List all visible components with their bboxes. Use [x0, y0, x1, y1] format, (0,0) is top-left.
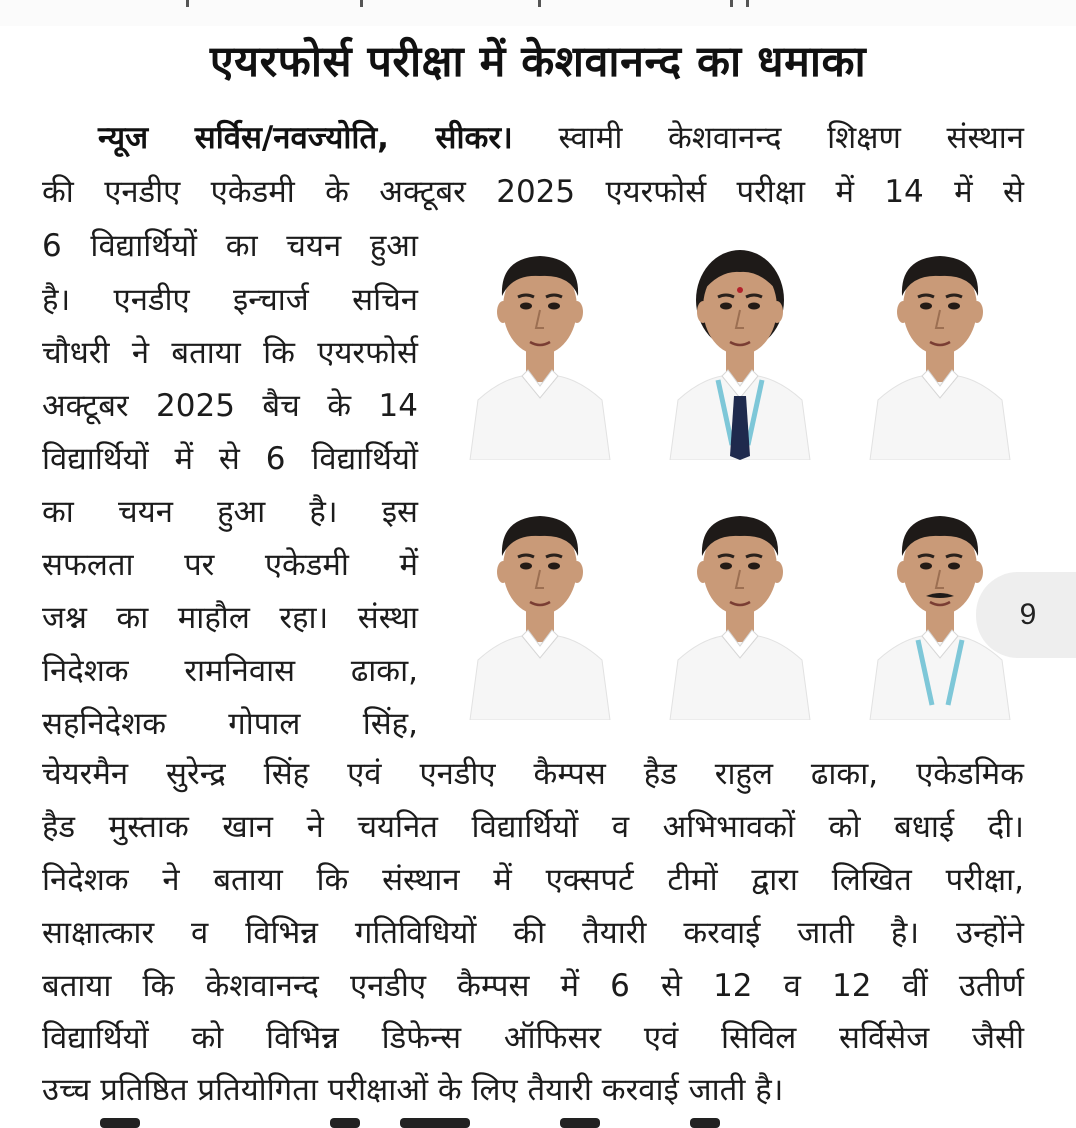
portrait-svg: [460, 230, 620, 460]
ear-right: [571, 301, 583, 323]
text-line-18: विद्यार्थियों को विभिन्न डिफेन्स ऑफिसर एवं सिविल सर्विसेज जैसी: [42, 1020, 1024, 1056]
text-line-1: [42, 116, 1024, 158]
eye-right: [548, 563, 560, 570]
strip-mark: [538, 0, 541, 7]
text-line-6: अक्टूबर 2025 बैच के 14: [42, 388, 418, 424]
eye-right: [748, 563, 760, 570]
ear-left: [897, 301, 909, 323]
eye-right: [948, 303, 960, 310]
ear-right: [571, 561, 583, 583]
text-line-9: सफलता पर एकेडमी में: [42, 547, 418, 583]
eye-left: [520, 303, 532, 310]
text-line-15: निदेशक ने बताया कि संस्थान में एक्सपर्ट टीमों द्वारा लिखित परीक्षा,: [42, 862, 1024, 898]
student-photo-5: [660, 490, 820, 720]
text-line-1-rest: स्वामी केशवानन्द शिक्षण संस्थान: [512, 120, 1024, 156]
strip-mark: [186, 0, 189, 7]
cutoff-text-fragment: [690, 1118, 720, 1128]
byline: न्यूज सर्विस/नवज्योति, सीकर।: [98, 120, 513, 156]
text-line-5: चौधरी ने बताया कि एयरफोर्स: [42, 335, 418, 371]
ear-right: [971, 301, 983, 323]
portrait-svg: [660, 490, 820, 720]
portrait-svg: [660, 230, 820, 460]
cutoff-text-fragment: [400, 1118, 470, 1128]
strip-mark: [746, 0, 749, 7]
student-photo-3: [860, 230, 1020, 460]
eye-right: [748, 303, 760, 310]
text-line-16: साक्षात्कार व विभिन्न गतिविधियों की तैयारी करवाई जाती है। उन्होंने: [42, 915, 1024, 951]
top-strip: [0, 0, 1076, 26]
ear-right: [771, 301, 783, 323]
page-number-badge[interactable]: 9: [976, 572, 1076, 658]
strip-mark: [360, 0, 363, 7]
eye-left: [920, 563, 932, 570]
cutoff-text-fragment: [100, 1118, 140, 1128]
headline: एयरफोर्स परीक्षा में केशवानन्द का धमाका: [209, 37, 867, 87]
text-line-11: निदेशक रामनिवास ढाका,: [42, 653, 418, 689]
ear-left: [697, 561, 709, 583]
portrait-svg: [460, 490, 620, 720]
ear-left: [497, 301, 509, 323]
text-line-2: की एनडीए एकेडमी के अक्टूबर 2025 एयरफोर्स परीक्षा में 14 में से: [42, 174, 1024, 210]
text-line-8: का चयन हुआ है। इस: [42, 494, 418, 530]
portrait-svg: [860, 230, 1020, 460]
bindi: [737, 287, 743, 293]
cutoff-text-fragment: [330, 1118, 360, 1128]
ear-right: [771, 561, 783, 583]
ear-right: [971, 561, 983, 583]
text-line-3: 6 विद्यार्थियों का चयन हुआ: [42, 228, 418, 264]
eye-left: [920, 303, 932, 310]
eye-right: [948, 563, 960, 570]
student-photo-grid: [460, 230, 1020, 720]
student-photo-4: [460, 490, 620, 720]
cutoff-text-fragment: [560, 1118, 600, 1128]
text-line-13: चेयरमैन सुरेन्द्र सिंह एवं एनडीए कैम्पस हैड राहुल ढाका, एकेडमिक: [42, 756, 1024, 792]
ear-left: [497, 561, 509, 583]
strip-mark: [730, 0, 733, 7]
text-line-7: विद्यार्थियों में से 6 विद्यार्थियों: [42, 441, 418, 477]
eye-left: [520, 563, 532, 570]
eye-right: [548, 303, 560, 310]
ear-left: [697, 301, 709, 323]
text-line-4: है। एनडीए इन्चार्ज सचिन: [42, 282, 418, 318]
text-line-19: उच्च प्रतिष्ठित प्रतियोगिता परीक्षाओं के लिए तैयारी करवाई जाती है।: [42, 1072, 784, 1108]
student-photo-1: [460, 230, 620, 460]
ear-left: [897, 561, 909, 583]
student-photo-2: [660, 230, 820, 460]
text-line-10: जश्न का माहौल रहा। संस्था: [42, 600, 418, 636]
eye-left: [720, 303, 732, 310]
eye-left: [720, 563, 732, 570]
text-line-12: सहनिदेशक गोपाल सिंह,: [42, 706, 418, 742]
text-line-17: बताया कि केशवानन्द एनडीए कैम्पस में 6 से 12 व 12 वीं उतीर्ण: [42, 968, 1024, 1004]
text-line-14: हैड मुस्ताक खान ने चयनित विद्यार्थियों व अभिभावकों को बधाई दी।: [42, 809, 1024, 845]
